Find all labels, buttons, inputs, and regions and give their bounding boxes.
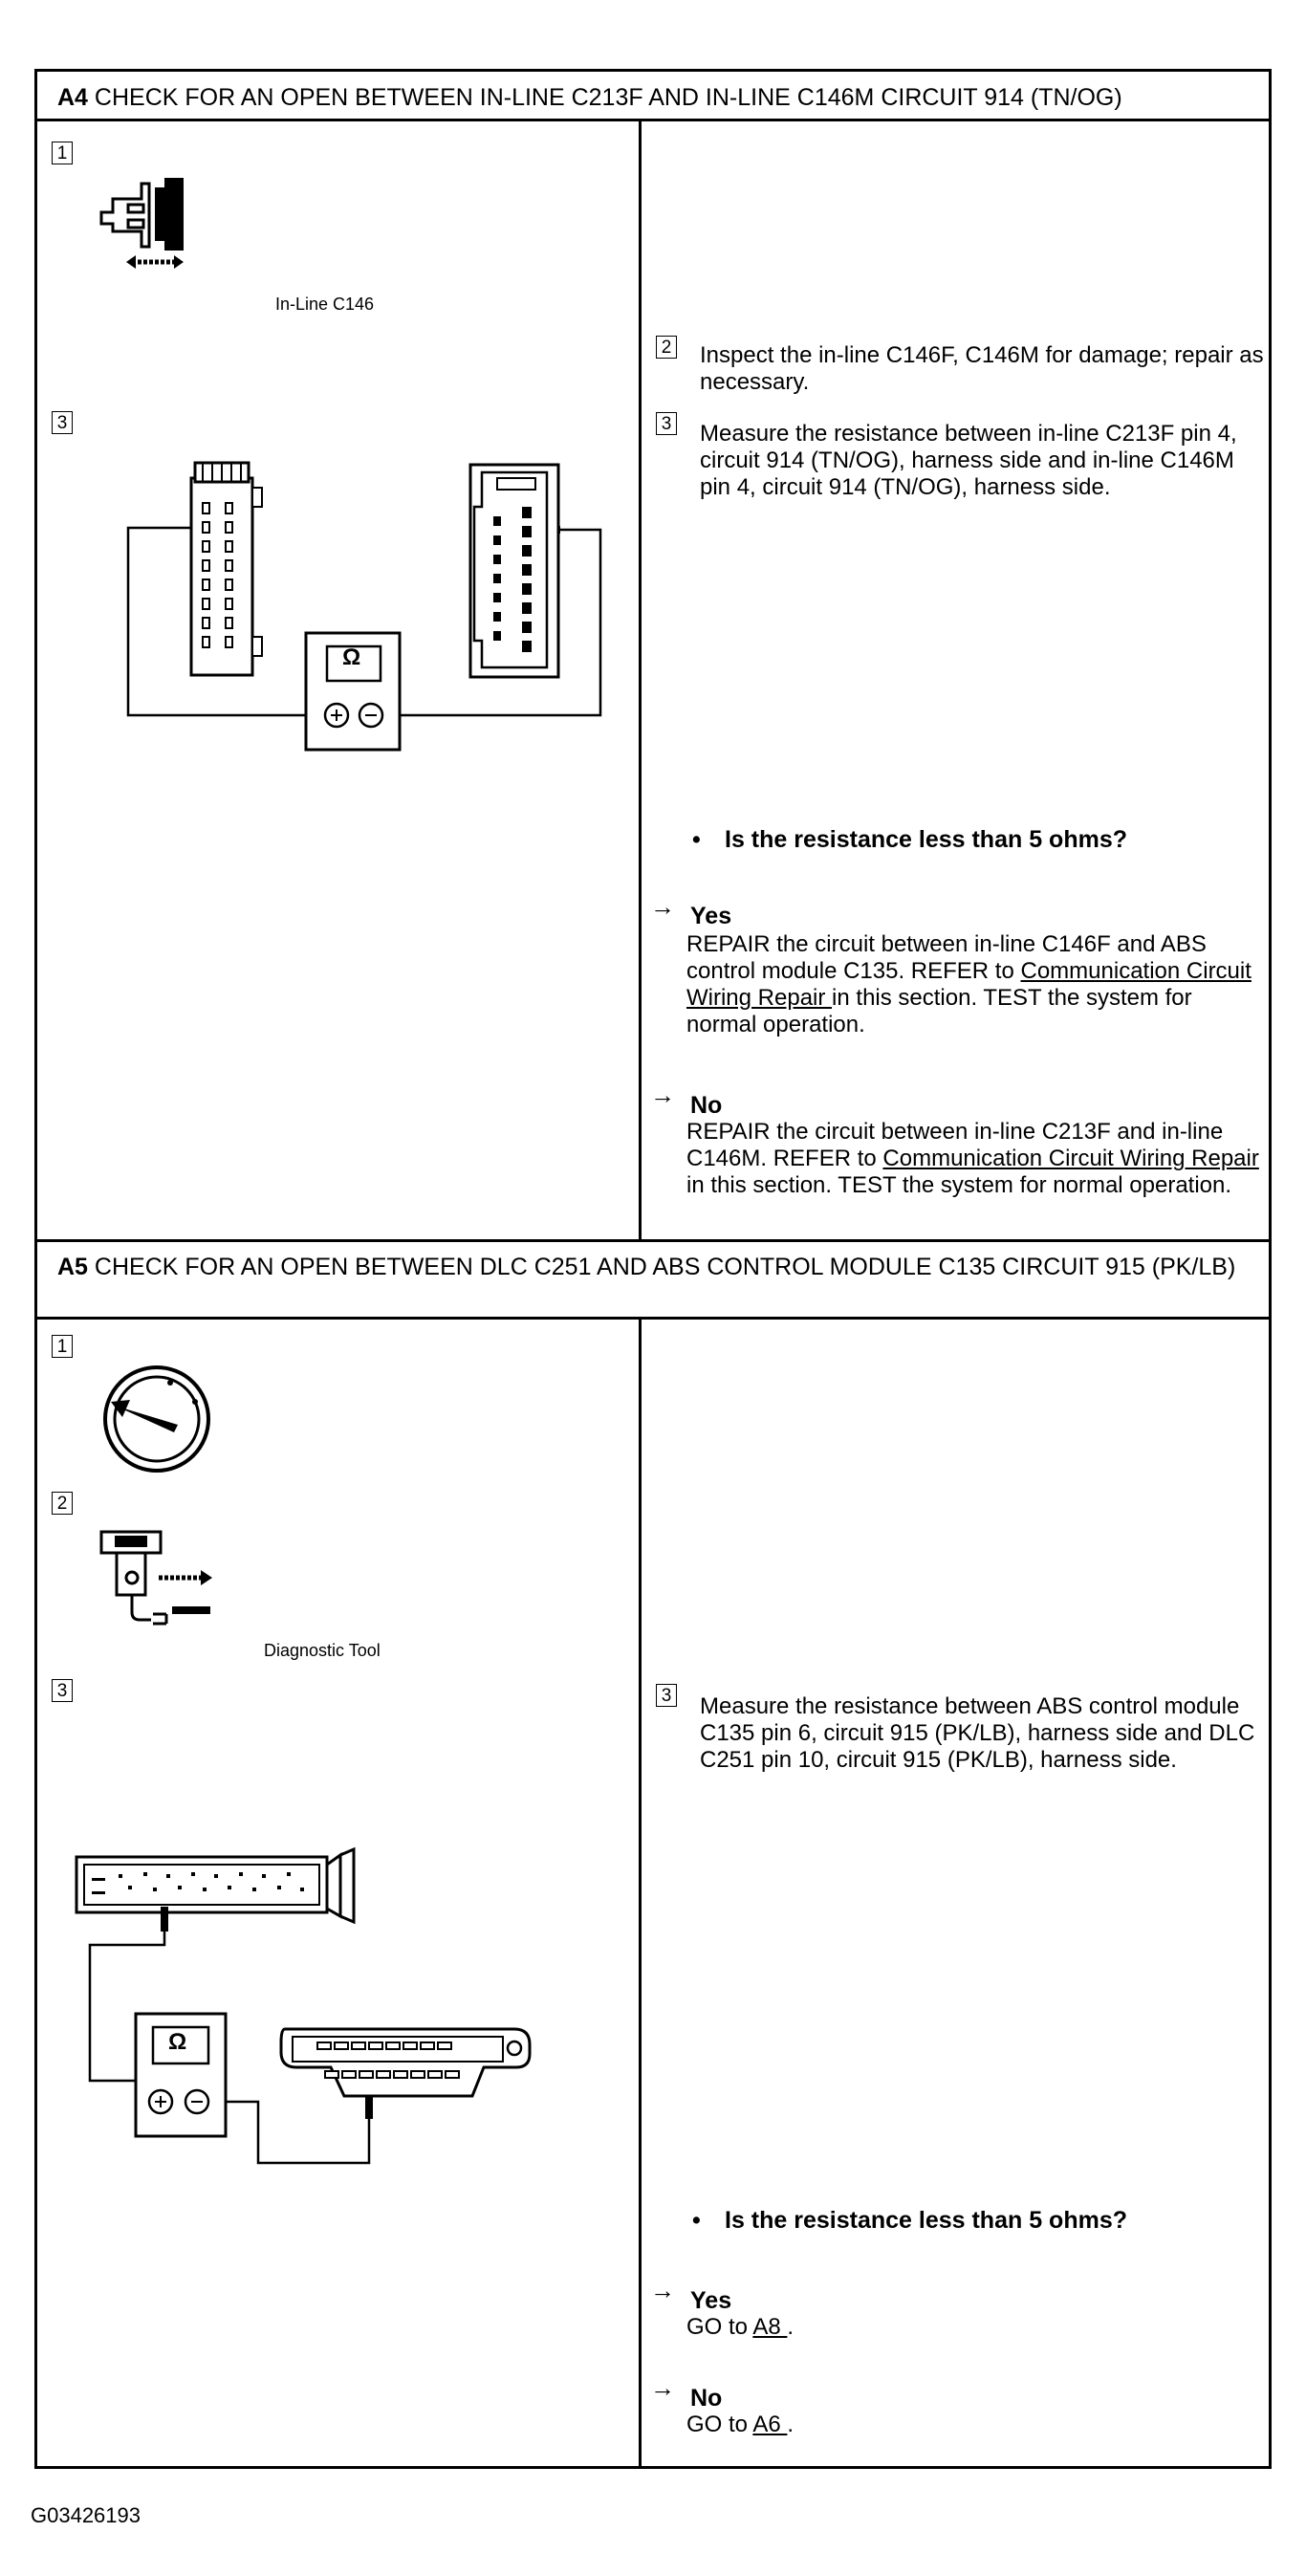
a4-question (692, 826, 1127, 854)
a4-title: CHECK FOR AN OPEN BETWEEN IN-LINE C213F AND IN-LINE C146M CIRCUIT 914 (TN/OG) (87, 84, 1122, 111)
a4-step-1-box: 1 (52, 142, 73, 164)
a5-yes-text-after: . (787, 2314, 794, 2340)
diagnostic-tool-disconnect-icon (96, 1528, 220, 1633)
a4-resistance-test-diagram (115, 449, 612, 755)
a5-no-arrow-icon: → (650, 2373, 675, 2402)
a4-no-text-after: in this section. TEST the system for normal operation. (686, 1172, 1232, 1198)
a4-step-id: A4 (57, 84, 88, 111)
a4-column-divider (639, 119, 642, 1239)
a5-step-1-box: 1 (52, 1335, 73, 1358)
a5-step-3-box-right: 3 (656, 1684, 677, 1707)
connector-disconnect-icon (96, 170, 210, 285)
a5-yes-arrow-icon: → (650, 2276, 675, 2304)
a5-yes-text (686, 2314, 1260, 2341)
a4-step-3-text: Measure the resistance between in-line C213F pin 4, circuit 914 (TN/OG), harness side and in-line C146M pin 4, circuit 914 (TN/OG), harness side. (700, 421, 1237, 500)
a5-header-top-divider (34, 1239, 1272, 1242)
a4-step-3-box-right: 3 (656, 412, 677, 435)
a4-question-text: Is the resistance less than 5 ohms? (725, 826, 1127, 853)
a5-yes-label: Yes (690, 2287, 732, 2314)
a5-question (692, 2207, 1127, 2235)
a4-header (57, 83, 1262, 112)
a5-step-3-text: Measure the resistance between ABS control module C135 pin 6, circuit 915 (PK/LB), harness side and DLC C251 pin 10, circuit 915 (PK/LB), harness side. (700, 1693, 1255, 1773)
a5-no-text (686, 2412, 1260, 2438)
a5-no-text-before: GO to (686, 2412, 753, 2437)
a4-yes-label: Yes (690, 903, 732, 929)
a5-step-id: A5 (57, 1254, 88, 1280)
a4-step-3-box: 3 (52, 411, 73, 434)
a5-header (44, 1253, 1258, 1281)
a5-bullet: • (692, 2207, 701, 2234)
a4-bullet: • (692, 826, 701, 853)
a4-yes-text-after: in this section. TEST the system for normal operation. (686, 985, 1192, 1037)
a4-step-2-box: 2 (656, 336, 677, 359)
ignition-off-icon (101, 1364, 212, 1474)
a4-no-text-before: REPAIR the circuit between in-line C213F and in-line C146M. REFER to (686, 1119, 1224, 1171)
a5-step-3-box: 3 (52, 1679, 73, 1702)
a4-step-2-text: Inspect the in-line C146F, C146M for damage; repair as necessary. (700, 342, 1264, 395)
a5-resistance-test-diagram (71, 1845, 587, 2161)
a5-no-text-after: . (787, 2412, 794, 2437)
a4-yes-arrow-icon: → (650, 892, 675, 921)
a5-step-2-box: 2 (52, 1492, 73, 1515)
a4-no-arrow-icon: → (650, 1081, 675, 1109)
a4-no-repair-link[interactable]: Communication Circuit Wiring Repair (882, 1146, 1259, 1171)
a4-connector-caption: In-Line C146 (275, 295, 375, 314)
a4-yes-repair-link[interactable]: Communication Circuit Wiring Repair (686, 958, 1252, 1011)
a4-no-text (686, 1119, 1260, 1199)
a5-tool-caption: Diagnostic Tool (264, 1641, 381, 1660)
a5-goto-a8-link[interactable]: A8 (752, 2314, 788, 2340)
a5-yes-text-before: GO to (686, 2314, 753, 2340)
a5-ohm-symbol: Ω (168, 2029, 187, 2055)
a4-no-label: No (690, 1092, 723, 1119)
a5-column-divider (639, 1317, 642, 2469)
a5-header-divider (34, 1317, 1272, 1320)
a5-title: CHECK FOR AN OPEN BETWEEN DLC C251 AND ABS CONTROL MODULE C135 CIRCUIT 915 (PK/LB) (87, 1254, 1236, 1280)
a4-yes-text (686, 931, 1260, 1038)
a4-ohm-symbol: Ω (342, 644, 361, 670)
a5-goto-a6-link[interactable]: A6 (752, 2412, 788, 2437)
a4-header-divider (34, 119, 1272, 121)
a4-yes-text-before: REPAIR the circuit between in-line C146F and ABS control module C135. REFER to (686, 931, 1207, 984)
figure-id: G03426193 (31, 2503, 141, 2527)
a5-no-label: No (690, 2385, 723, 2412)
a5-question-text: Is the resistance less than 5 ohms? (725, 2207, 1127, 2234)
